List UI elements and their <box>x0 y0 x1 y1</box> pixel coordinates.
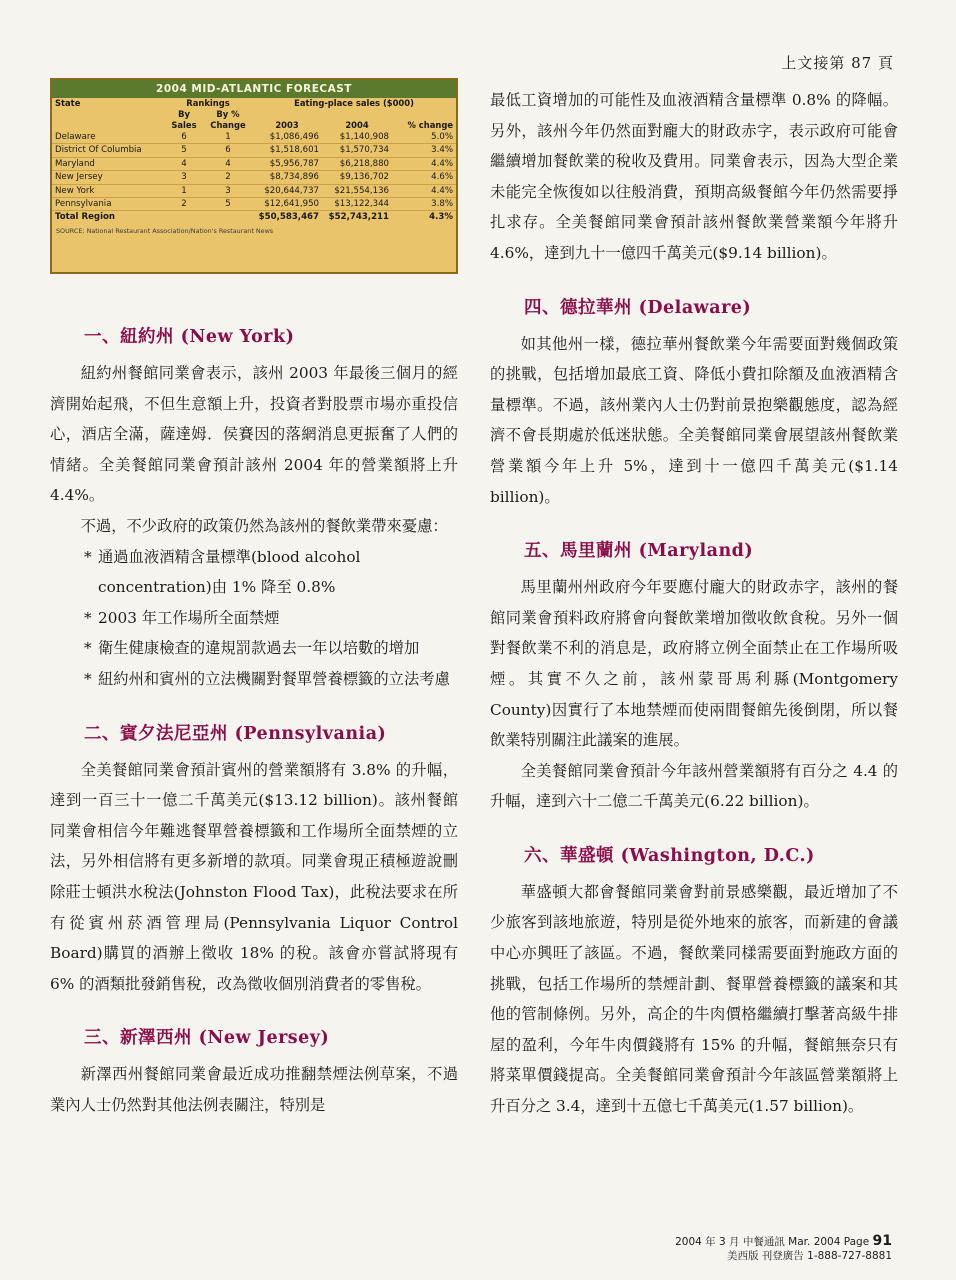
cell-pct: 3.4% <box>392 144 456 157</box>
header-rankings: Rankings <box>186 98 230 108</box>
header-state: State <box>55 98 81 108</box>
cell-state: Delaware <box>52 131 164 144</box>
list-item: * 通過血液酒精含量標準(blood alcohol concentration)由 1% 降至 0.8% <box>84 542 458 603</box>
cell-rank-change: 2 <box>204 171 252 184</box>
paragraph: 不過，不少政府的政策仍然為該州的餐飲業帶來憂慮： <box>80 516 448 535</box>
section-heading-maryland: 五、馬里蘭州 (Maryland) <box>524 541 754 562</box>
cell-rank-change: 4 <box>204 157 252 170</box>
section-heading-washington-dc: 六、華盛頓 (Washington, D.C.) <box>524 845 815 866</box>
cell-sales-2004: $6,218,880 <box>322 157 392 170</box>
cell-sales-2004: $13,122,344 <box>322 198 392 211</box>
cell-sales-2003: $20,644,737 <box>252 184 322 197</box>
header-2004: 2004 <box>345 120 369 130</box>
table-row <box>52 131 456 144</box>
forecast-title: 2004 MID-ATLANTIC FORECAST <box>52 80 456 98</box>
forecast-table-box <box>50 78 458 274</box>
table-row <box>52 157 456 170</box>
concern-list <box>50 542 458 695</box>
cell-pct: 4.6% <box>392 171 456 184</box>
paragraph: 全美餐館同業會預計賓州的營業額將有 3.8% 的升幅，達到一百三十一億二千萬美元($13.12 billion)。該州餐館同業會相信今年難逃餐單營養標籤和工作場所全面禁煙的立法，另外相信將有更多新增的款項。同業會現正積極遊說刪除莊士頓洪水稅法(Johnston Flood Tax)，此稅法要求在所有從賓州菸酒管理局(Pennsylvania Liquor Control Board)購買的酒辦上徵收 18% 的稅。該會亦嘗試將現有 6% 的酒類批發銷售稅，改為徵收個別消費者的零售稅。 <box>50 760 458 993</box>
header-sales-group: Eating-place sales ($000) <box>294 98 414 108</box>
cell-sales-2003: $1,518,601 <box>252 144 322 157</box>
table-row <box>52 171 456 184</box>
page-footer <box>675 1234 892 1263</box>
cell-sales-2004: $21,554,136 <box>322 184 392 197</box>
paragraph: 馬里蘭州州政府今年要應付龐大的財政赤字，該州的餐館同業會預料政府將會向餐飲業增加徵收飲食稅。另外一個對餐飲業不利的消息是，政府將立例全面禁止在工作場所吸煙。其實不久之前，該州蒙哥馬利縣(Montgomery County)因實行了本地禁煙而使兩間餐館先後倒閉，所以餐飲業特別關注此議案的進展。 <box>490 578 898 750</box>
total-sales-2004: $52,743,211 <box>328 212 390 223</box>
cell-pct: 4.4% <box>392 184 456 197</box>
section-heading-new-york: 一、紐約州 (New York) <box>84 327 295 347</box>
cell-rank-change: 6 <box>204 144 252 157</box>
section-heading-pennsylvania: 二、賓夕法尼亞州 (Pennsylvania) <box>84 723 387 744</box>
continued-note: 上文接第 87 頁 <box>781 54 894 72</box>
cell-sales-2004: $1,140,908 <box>322 131 392 144</box>
cell-sales-2003: $5,956,787 <box>252 157 322 170</box>
total-label: Total Region <box>55 212 116 223</box>
cell-pct: 3.8% <box>392 198 456 211</box>
table-row <box>52 184 456 197</box>
footer-advertising-line: 美西版 刊登廣告 1-888-727-8881 <box>726 1250 892 1262</box>
paragraph: 最低工資增加的可能性及血液酒精含量標準 0.8% 的降幅。另外，該州今年仍然面對龐大的財政赤字，表示政府可能會繼續增加餐飲業的稅收及費用。同業會表示，因為大型企業未能完全恢復如以往般消費，預期高級餐館今年仍然需要掙扎求存。全美餐館同業會預計該州餐飲業營業額今年將升 4.6%，達到九十一億四千萬美元($9.14 billion)。 <box>490 91 898 262</box>
cell-rank-change: 1 <box>204 131 252 144</box>
header-by-change: By % Change <box>210 109 246 130</box>
paragraph: 如其他州一樣，德拉華州餐飲業今年需要面對幾個政策的挑戰，包括增加最底工資、降低小費扣除額及血液酒精含量標準。不過，該州業內人士仍對前景抱樂觀態度，認為經濟不會長期處於低迷狀態。全美餐館同業會展望該州餐飲業營業額今年上升 5%，達到十一億四千萬美元($1.14 billion)。 <box>490 334 898 506</box>
cell-rank-change: 3 <box>204 184 252 197</box>
cell-pct: 4.4% <box>392 157 456 170</box>
list-item: * 紐約州和賓州的立法機關對餐單營養標籤的立法考慮 <box>84 664 458 695</box>
cell-sales-2003: $12,641,950 <box>252 198 322 211</box>
right-column <box>490 85 898 1122</box>
forecast-table <box>52 98 456 224</box>
table-row <box>52 144 456 157</box>
cell-sales-2003: $8,734,896 <box>252 171 322 184</box>
cell-rank-sales: 3 <box>164 171 204 184</box>
paragraph: 全美餐館同業會預計今年該州營業額將有百分之 4.4 的升幅，達到六十二億二千萬美元(6.22 billion)。 <box>490 761 898 811</box>
total-pct: 4.3% <box>429 212 454 223</box>
cell-state: New Jersey <box>52 171 164 184</box>
cell-sales-2004: $1,570,734 <box>322 144 392 157</box>
total-sales-2003: $50,583,467 <box>258 212 320 223</box>
section-heading-new-jersey: 三、新澤西州 (New Jersey) <box>84 1028 330 1049</box>
header-by-sales: By Sales <box>171 109 197 130</box>
footer-issue-info: 2004 年 3 月 中餐通訊 Mar. 2004 Page <box>675 1236 870 1248</box>
list-item: * 2003 年工作場所全面禁煙 <box>84 603 458 634</box>
cell-rank-sales: 1 <box>164 184 204 197</box>
left-column <box>50 322 458 1120</box>
cell-rank-sales: 6 <box>164 131 204 144</box>
cell-state: District Of Columbia <box>52 144 164 157</box>
page-number: 91 <box>872 1233 892 1249</box>
section-heading-delaware: 四、德拉華州 (Delaware) <box>524 297 752 318</box>
paragraph: 紐約州餐館同業會表示，該州 2003 年最後三個月的經濟開始起飛，不但生意額上升，投資者對股票市場亦重投信心，酒店全滿，薩達姆．侯賽因的落網消息更振奮了人們的情緒。全美餐館同業會預計該州 2004 年的營業額將上升 4.4%。 <box>50 364 458 505</box>
cell-state: Pennsylvania <box>52 198 164 211</box>
table-total-row <box>52 211 456 224</box>
paragraph: 華盛頓大都會餐館同業會對前景感樂觀，最近增加了不少旅客到該地旅遊，特別是從外地來的旅客，而新建的會議中心亦興旺了該區。不過，餐飲業同樣需要面對施政方面的挑戰，包括工作場所的禁煙計劃、餐單營養標籤的議案和其他的管制條例。另外，高企的牛肉價格繼續打擊著高級牛排屋的盈利，今年牛肉價錢將有 15% 的升幅，餐館無奈只有將菜單價錢提高。全美餐館同業會預計今年該區營業額將上升百分之 3.4，達到十五億七千萬美元(1.57 billion)。 <box>490 882 898 1116</box>
cell-rank-sales: 5 <box>164 144 204 157</box>
table-source-note: SOURCE: National Restaurant Association/Nation's Restaurant News <box>56 226 274 235</box>
paragraph: 新澤西州餐館同業會最近成功推翻禁煙法例草案，不過業內人士仍然對其他法例表關注，特別是 <box>50 1065 458 1114</box>
cell-sales-2004: $9,136,702 <box>322 171 392 184</box>
header-2003: 2003 <box>275 120 299 130</box>
cell-pct: 5.0% <box>392 131 456 144</box>
list-item: * 衛生健康檢查的違規罰款過去一年以培數的增加 <box>84 633 458 664</box>
cell-rank-change: 5 <box>204 198 252 211</box>
cell-rank-sales: 2 <box>164 198 204 211</box>
cell-state: Maryland <box>52 157 164 170</box>
header-pct-change: % change <box>407 120 454 130</box>
cell-rank-sales: 4 <box>164 157 204 170</box>
cell-sales-2003: $1,086,496 <box>252 131 322 144</box>
table-row <box>52 198 456 211</box>
cell-state: New York <box>52 184 164 197</box>
